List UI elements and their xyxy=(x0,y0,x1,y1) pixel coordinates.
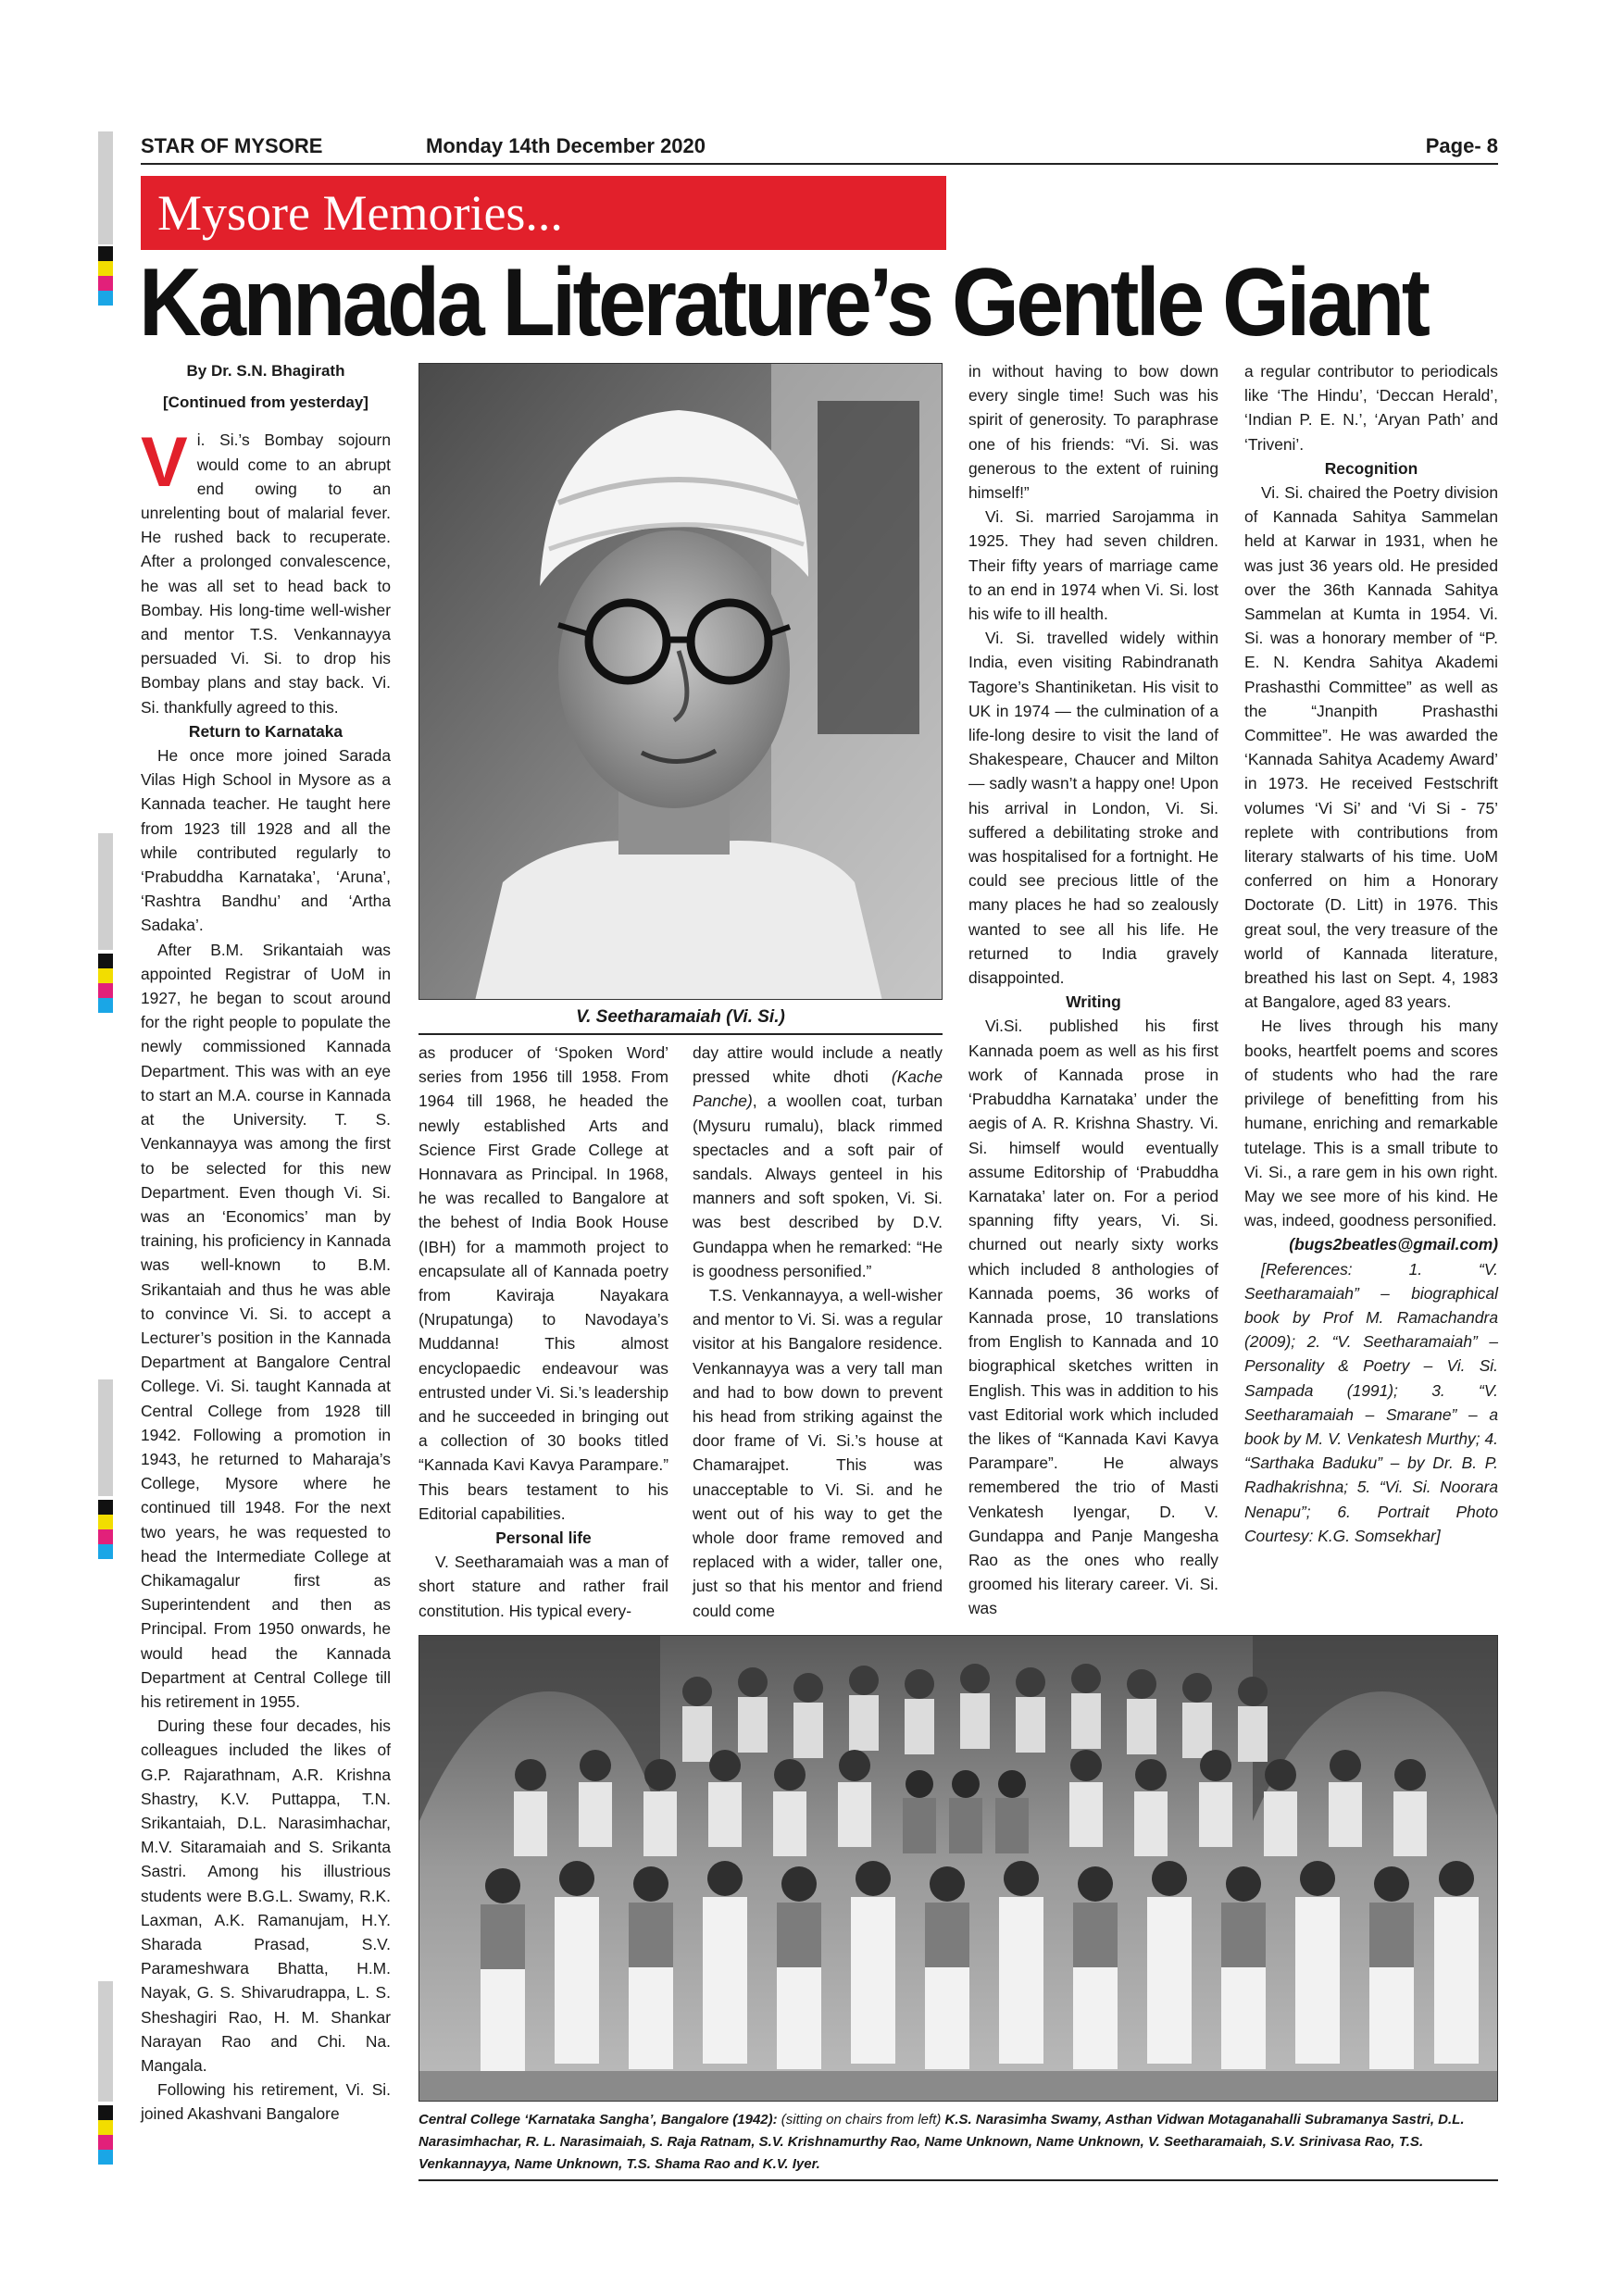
registration-marks-lower xyxy=(98,1500,113,1559)
article-column-2 xyxy=(418,1041,668,1623)
paragraph: Following his retirement, Vi. Si. joined Akashvani Bangalore xyxy=(141,2080,391,2124)
registration-bar-top xyxy=(98,131,113,244)
byline: By Dr. S.N. Bhagirath xyxy=(186,362,345,380)
article-column-1 xyxy=(141,359,391,2127)
issue-date: Monday 14th December 2020 xyxy=(426,134,706,157)
paragraph: as producer of ‘Spoken Word’ series from 1956 till 1958. From 1964 till 1968, he headed the newly established Arts and Science First Grade College at Honnavara as Principal. In 1968, he was recalled to Bangalore at the behest of India Book House (IBH) for a mammoth project to encapsulate all of Kannada poetry from Kaviraja Nayakara (Nrupatunga) to Navodaya’s Muddanna! This almost encyclopaedic endeavour was entrusted under Vi. Si.’s leadership and he succeeded in bringing out a collection of 30 books titled “Kannada Kavi Kavya Parampare.” This bears testament to his Editorial capabilities. xyxy=(418,1043,668,1523)
subhead-return-to-karnataka: Return to Karnataka xyxy=(188,721,344,741)
registration-bar-bottom xyxy=(98,1981,113,2102)
paragraph-text: i. Si.’s Bombay sojourn would come to an abrupt end owing to an unrelenting bout of malarial fever. He rushed back to recuperate. After a prolonged convalescence, he was all set to head back to Bombay. His long-time well-wisher and mentor T.S. Venkannayya persuaded Vi. Si. to drop his Bombay plans and stay back. Vi. Si. thankfully agreed to this. xyxy=(141,430,391,717)
paragraph: Vi. Si. travelled widely within India, even visiting Rabindranath Tagore’s Shantiniketan. His visit to UK in 1974 — the culmination of a life-long desire to visit the land of Shakespeare, Chaucer and Milton — sadly wasn’t a happy one! Upon his arrival in London, Vi. Si. suffered a debilitating stroke and was hospitalised for a fortnight. He could see precious little of the many places he had so zealously wanted to see all his life. He returned to India gravely disappointed. xyxy=(968,629,1218,988)
subhead-personal-life: Personal life xyxy=(495,1529,592,1548)
paragraph: a regular contributor to periodicals like ‘The Hindu’, ‘Deccan Herald’, ‘Indian P. E. N.’, ‘Aryan Path’ and ‘Triveni’. xyxy=(1244,362,1498,454)
paragraph: Vi. Si. married Sarojamma in 1925. They had seven children. Their fifty years of marriage came to an end in 1974 when Vi. Si. lost his wife to ill health. xyxy=(968,507,1218,624)
portrait-caption: V. Seetharamaiah (Vi. Si.) xyxy=(576,1007,785,1027)
italic-term: (Kache Panche) xyxy=(693,1067,943,1111)
paragraph-text: , a woollen coat, turban (Mysuru rumalu), black rimmed spectacles and a soft pair of sandals. Always genteel in his manners and soft spoken, Vi. Si. was best described by D.V. Gundappa when he remarked: “He is goodness personified.” xyxy=(693,1092,943,1280)
page-number: Page- 8 xyxy=(1425,134,1498,157)
caption-rule xyxy=(418,1033,943,1035)
drop-cap: V xyxy=(141,423,188,503)
subhead-recognition: Recognition xyxy=(1324,458,1418,478)
article-column-5 xyxy=(1244,359,1498,1548)
subhead-writing: Writing xyxy=(1066,992,1121,1012)
group-photo-illustration xyxy=(419,1636,1498,2102)
portrait-illustration xyxy=(419,364,943,1000)
paragraph xyxy=(693,1041,943,1283)
paragraph: V. Seetharamaiah was a man of short stature and rather frail constitution. His typical every- xyxy=(418,1553,668,1620)
group-photo-caption xyxy=(418,2109,1498,2176)
paragraph: He once more joined Sarada Vilas High School in Mysore as a Kannada teacher. He taught here from 1923 till 1928 and all the while contributed regularly to ‘Prabuddha Karnataka’, ‘Aruna’, ‘Rashtra Bandhu’ and ‘Artha Sadaka’. xyxy=(141,746,391,935)
registration-marks-bottom xyxy=(98,2105,113,2165)
paragraph: Vi. Si. chaired the Poetry division of Kannada Sahitya Sammelan held at Karwar in 1931, when he was just 36 years old. He presided over the 36th Kannada Sahitya Sammelan at Kumta in 1954. Vi. Si. was a honorary member of “P. E. N. Kendra Sahitya Akademi Prashasthi Committee” as well as the “Jnanpith Prashasthi Committee”. He was awarded the ‘Kannada Sahitya Academy Award’ in 1973. He received Festschrift volumes ‘Vi Si’ and ‘Vi Si - 75’ replete with contributions from literary stalwarts of his time. UoM conferred on him a Honorary Doctorate (D. Litt) in 1976. This great soul, the very treasure of the world of Kannada literature, breathed his last on Sept. 4, 1983 at Bangalore, aged 83 years. xyxy=(1244,483,1498,1012)
paragraph-text: day attire would include a neatly pressed white dhoti xyxy=(693,1043,943,1087)
continued-note: [Continued from yesterday] xyxy=(163,393,369,412)
paragraph: He lives through his many books, heartfelt poems and scores of students who had the rare privilege of benefitting from his humane, enriching and remarkable tutelage. This is a small tribute to Vi. Si., a rare gem in his own right. May we see more of his kind. He was, indeed, goodness personified. xyxy=(1244,1017,1498,1230)
caption-lead: Central College ‘Karnataka Sangha’, Bangalore (1942): xyxy=(418,2112,778,2128)
page-header xyxy=(141,131,1498,161)
paragraph xyxy=(141,423,391,718)
article-column-3 xyxy=(693,1041,943,1623)
article-headline: Kannada Literature’s Gentle Giant xyxy=(139,249,1428,356)
paragraph: Vi.Si. published his first Kannada poem as well as his first work of Kannada prose in ‘Prabuddha Karnataka’ under the aegis of A. R. Krishna Shastry. Vi. Si. himself would eventually assume Editorship of ‘Prabuddha Karnataka’ later on. For a period spanning fifty years, Vi. Si. churned out nearly sixty works which included 8 anthologies of Kannada poems, 36 works of Kannada prose, 10 translations from English to Kannada and 10 biographical sketches written in English. This was in addition to his vast Editorial work which included the likes of “Kannada Kavi Kavya Parampare”. He always remembered the trio of Masti Venkatesh Iyengar, D. V. Gundappa and Panje Mangesha Rao as the ones who really groomed his literary career. Vi. Si. was xyxy=(968,1017,1218,1618)
header-rule xyxy=(141,163,1498,165)
author-email: (bugs2beatles@gmail.com) xyxy=(1289,1235,1498,1254)
group-photo xyxy=(418,1635,1498,2102)
newspaper-name: STAR OF MYSORE xyxy=(141,134,323,157)
registration-bar-mid xyxy=(98,833,113,950)
portrait-photo xyxy=(418,363,943,1000)
caption-names: K.S. Narasimha Swamy, Asthan Vidwan Motaganahalli Subramanya Sastri, D.L. Narasimhachar, R. L. Narasimaiah, S. Raja Ratnam, S.V. Krishnamurthy Rao, Name Unknown, Name Unknown, V. Seetharamaiah, S.V. Srinivasa Rao, T.S. Venkannayya, Name Unknown, T.S. Shama Rao and K.V. Iyer. xyxy=(418,2112,1465,2172)
paragraph: During these four decades, his colleagues included the likes of G.P. Rajarathnam, A.R. Krishna Shastry, K.V. Puttappa, T.N. Srikantaiah, D.L. Narasimhachar, M.V. Sitaramaiah and S. Srikanta Sastri. Among his illustrious students were B.G.L. Swamy, R.K. Laxman, A.K. Ramanujam, H.Y. Sharada Prasad, S.V. Parameshwara Bhatta, H.M. Nayak, G. S. Shivarudrappa, L. S. Sheshagiri Rao, H. M. Shankar Narayan Rao and Chi. Na. Mangala. xyxy=(141,1716,391,2076)
registration-bar-lower xyxy=(98,1379,113,1496)
section-kicker: Mysore Memories... xyxy=(141,176,946,250)
paragraph: After B.M. Srikantaiah was appointed Registrar of UoM in 1927, he began to scout around for the right people to populate the newly commissioned Kannada Department. This was with an eye to start an M.A. course in Kannada at the University. T. S. Venkannayya was among the first to be selected for this new Department. Even though Vi. Si. was an ‘Economics’ man by training, his proficiency in Kannada was well-known to B.M. Srikantaiah and thus he was able to convince Vi. Si. to accept a Lecturer’s position in the Kannada Department at Bangalore Central College. Vi. Si. taught Kannada at Central College from 1928 till 1942. Following a promotion in 1943, he returned to Maharaja’s College, Mysore where he continued till 1948. For the next two years, he was requested to head the Intermediate College at Chikamagalur first as Superintendent and then as Principal. From 1950 onwards, he would head the Kannada Department at Central College till his retirement in 1955. xyxy=(141,940,391,1711)
registration-marks-mid xyxy=(98,954,113,1013)
caption-note: (sitting on chairs from left) xyxy=(777,2112,945,2128)
caption-bottom-rule xyxy=(418,2179,1498,2181)
references: [References: 1. “V. Seetharamaiah” – biographical book by Prof M. Ramachandra (2009); 2. “V. Seetharamaiah” – Personality & Poetry – Vi. Si. Sampada (1991); 3. “V. Seetharamaiah – Smarane” – a book by M. V. Venkatesh Murthy; 4. “Sarthaka Baduku” – by Dr. B. P. Radhakrishna; 5. “Vi. Si. Noorara Nenapu”; 6. Portrait Photo Courtesy: K.G. Somsekhar] xyxy=(1244,1259,1498,1545)
article-column-4 xyxy=(968,359,1218,1621)
paragraph: in without having to bow down every single time! Such was his spirit of generosity. To paraphrase one of his friends: “Vi. Si. was generous to the extent of ruining himself!” xyxy=(968,362,1218,503)
paragraph: T.S. Venkannayya, a well-wisher and mentor to Vi. Si. was a regular visitor at his Bangalore residence. Venkannayya was a very tall man and had to bow down to prevent his head from striking against the door frame of Vi. Si.’s house at Chamarajpet. This was unacceptable to Vi. Si. and he went out of his way to get the whole door frame removed and replaced with a wider, taller one, just so that his mentor and friend could come xyxy=(693,1286,943,1620)
registration-marks-top xyxy=(98,246,113,306)
